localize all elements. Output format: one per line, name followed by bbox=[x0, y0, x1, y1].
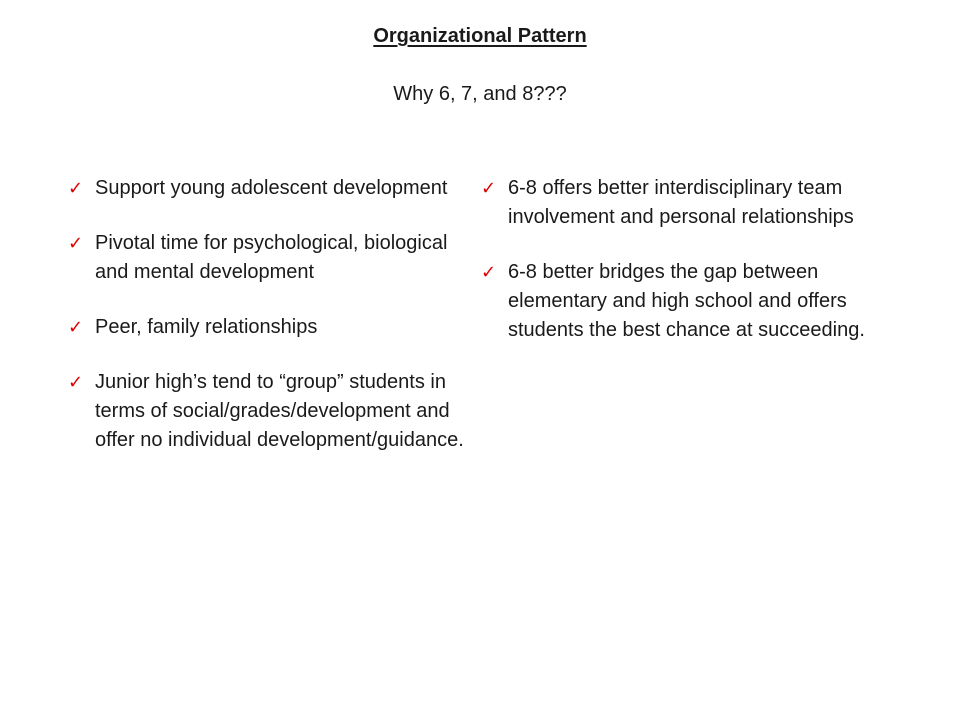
list-item bbox=[481, 174, 901, 232]
bullet-text: Peer, family relationships bbox=[95, 316, 318, 338]
bullet-text: Junior high’s tend to “group” students in terms of social/grades/development and offer no individual development/guidance. bbox=[95, 371, 464, 451]
list-item bbox=[68, 229, 480, 287]
checkmark-icon: ✓ bbox=[68, 372, 84, 393]
slide-title: Organizational Pattern bbox=[373, 25, 587, 47]
slide-subtitle: Why 6, 7, and 8??? bbox=[393, 83, 567, 105]
list-item bbox=[68, 368, 480, 455]
checkmark-icon: ✓ bbox=[481, 262, 497, 283]
left-bullet-list bbox=[68, 174, 480, 481]
checkmark-icon: ✓ bbox=[68, 233, 84, 254]
right-bullet-list bbox=[481, 174, 901, 371]
bullet-text: 6-8 offers better interdisciplinary team involvement and personal relationships bbox=[508, 177, 854, 228]
bullet-text: 6-8 better bridges the gap between elementary and high school and offers students the best chance at succeeding. bbox=[508, 261, 865, 341]
checkmark-icon: ✓ bbox=[481, 178, 497, 199]
bullet-text: Support young adolescent development bbox=[95, 177, 448, 199]
checkmark-icon: ✓ bbox=[68, 178, 84, 199]
list-item bbox=[68, 313, 480, 342]
list-item bbox=[481, 258, 901, 345]
list-item bbox=[68, 174, 480, 203]
checkmark-icon: ✓ bbox=[68, 317, 84, 338]
bullet-text: Pivotal time for psychological, biological and mental development bbox=[95, 232, 448, 283]
